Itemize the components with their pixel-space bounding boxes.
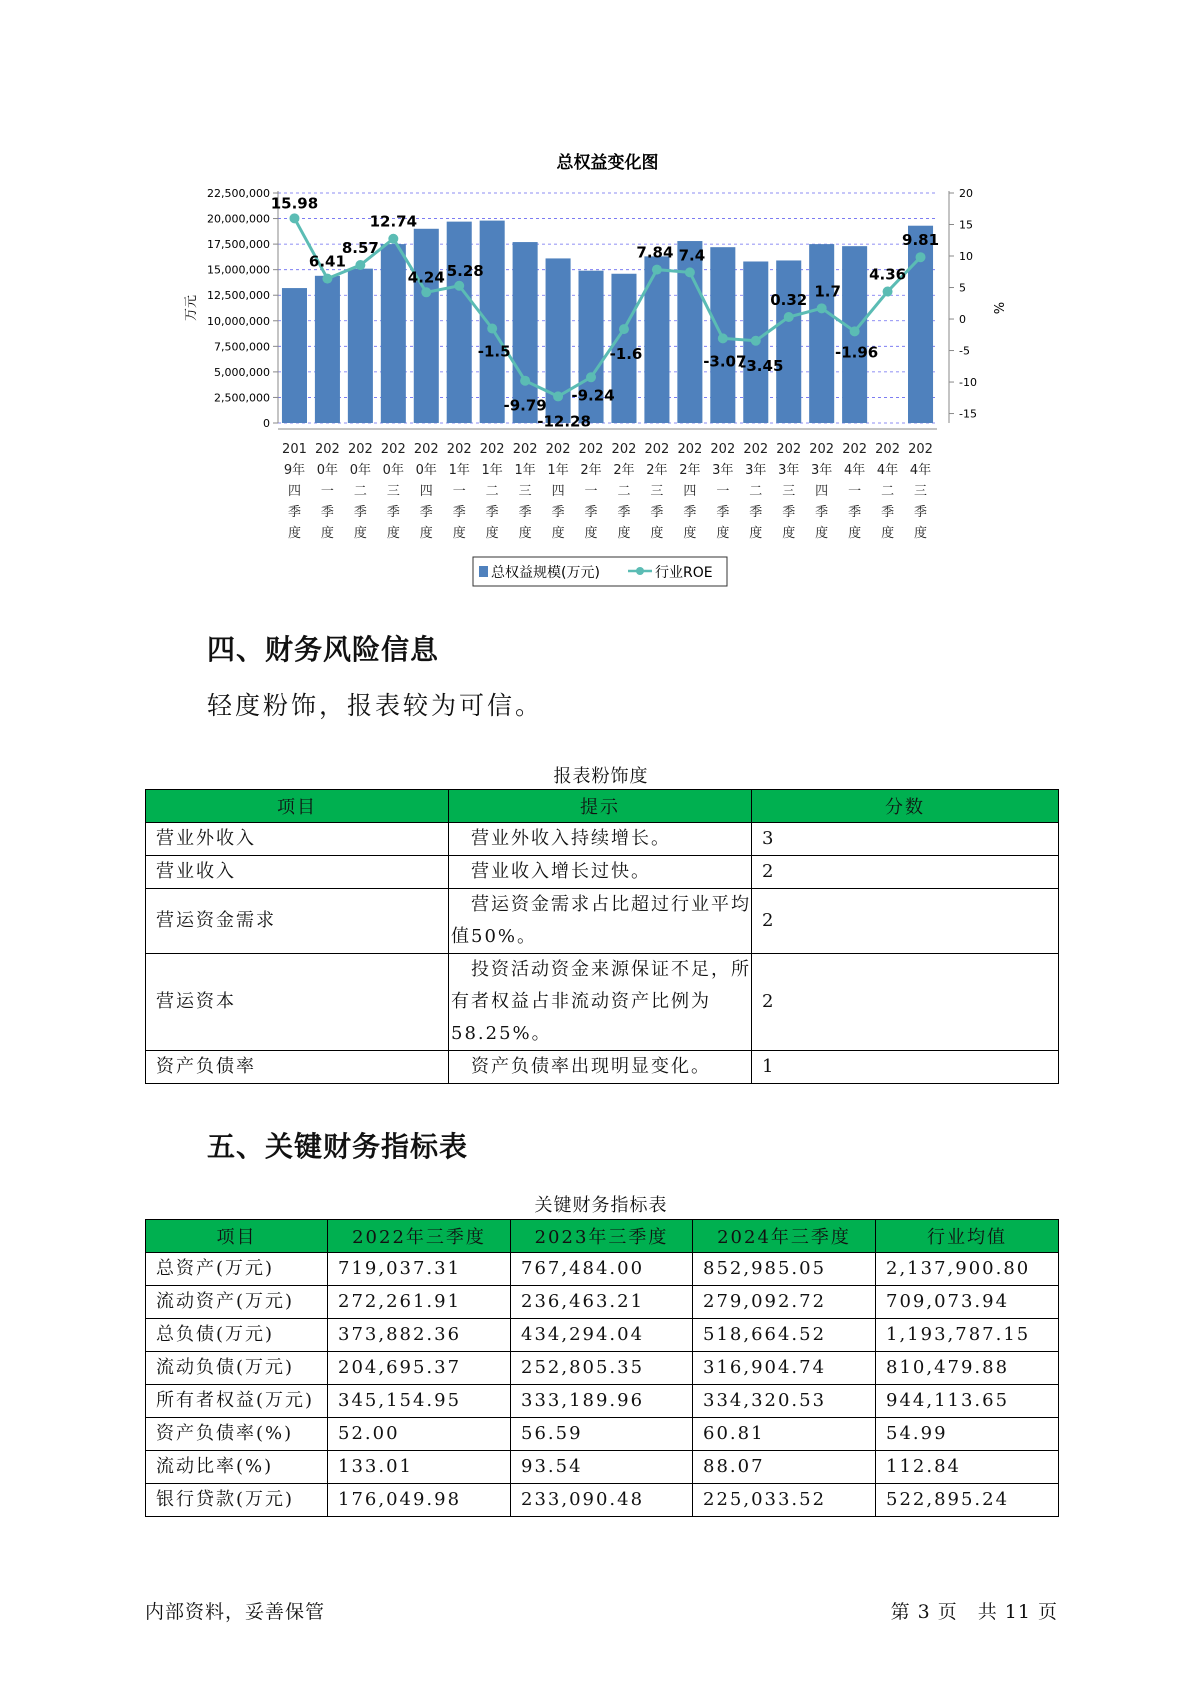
roe-data-label: 4.36 (869, 265, 907, 284)
indicator-value-cell: 1,193,787.15 (876, 1319, 1059, 1352)
indicator-value-cell: 133.01 (328, 1451, 511, 1484)
right-tick-label: 15 (959, 218, 973, 232)
x-tick-label: 202 3年二季度 (743, 442, 769, 541)
item-cell: 资产负债率 (146, 1051, 449, 1084)
roe-point (388, 234, 398, 244)
x-tick-label: 202 3年一季度 (710, 442, 736, 541)
header-cell: 行业均值 (876, 1220, 1059, 1253)
roe-data-label: 8.57 (341, 239, 379, 258)
right-tick-label: 10 (959, 250, 973, 264)
roe-point (454, 281, 464, 291)
x-tick-label: 202 0年四季度 (413, 442, 439, 541)
indicator-value-cell: 719,037.31 (328, 1253, 511, 1286)
chart-title: 总权益变化图 (556, 153, 659, 173)
indicator-value-cell: 204,695.37 (328, 1352, 511, 1385)
x-tick-label: 202 2年一季度 (578, 442, 604, 541)
indicator-value-cell: 233,090.48 (511, 1484, 693, 1517)
section4-summary: 轻度粉饰，报表较为可信。 (207, 691, 544, 720)
table-row (146, 1418, 1059, 1451)
indicator-value-cell: 333,189.96 (511, 1385, 693, 1418)
table-row (146, 1484, 1059, 1517)
indicator-value-cell: 176,049.98 (328, 1484, 511, 1517)
roe-point (520, 376, 530, 386)
indicator-value-cell: 522,895.24 (876, 1484, 1059, 1517)
indicator-value-cell: 944,113.65 (876, 1385, 1059, 1418)
roe-data-label: -1.5 (477, 342, 511, 361)
roe-data-label: -9.79 (503, 396, 547, 415)
item-cell: 营业外收入 (146, 823, 449, 856)
roe-data-label: -1.6 (609, 345, 643, 364)
roe-data-label: 1.7 (814, 282, 841, 301)
tip-cell: 营业外收入持续增长。 (449, 823, 752, 856)
roe-point (421, 287, 431, 297)
roe-point (355, 260, 365, 270)
roe-point (883, 287, 893, 297)
roe-data-label: 0.32 (770, 291, 808, 310)
whitewash-table (145, 789, 1059, 1084)
left-tick-label: 15,000,000 (207, 263, 270, 277)
roe-data-label: -3.45 (740, 356, 784, 375)
x-tick-label: 201 9年四季度 (282, 442, 307, 541)
table-row (146, 1051, 1059, 1084)
table-row (146, 954, 1059, 1051)
roe-point (718, 333, 728, 343)
bar (809, 244, 834, 423)
item-cell: 营运资本 (146, 954, 449, 1051)
tip-cell: 资产负债率出现明显变化。 (449, 1051, 752, 1084)
legend-bar-label: 总权益规模(万元) (491, 565, 600, 581)
right-tick-label: -10 (959, 376, 977, 390)
left-tick-label: 10,000,000 (207, 314, 270, 328)
indicator-name-cell: 银行贷款(万元) (146, 1484, 328, 1517)
indicator-value-cell: 52.00 (328, 1418, 511, 1451)
table-row (146, 1352, 1059, 1385)
indicator-value-cell: 56.59 (511, 1418, 693, 1451)
section5-heading: 五、关键财务指标表 (207, 1130, 469, 1163)
table-row (146, 1451, 1059, 1484)
table-row (146, 889, 1059, 954)
roe-data-label: -9.24 (571, 386, 615, 405)
header-cell: 2024年三季度 (693, 1220, 876, 1253)
right-tick-label: 0 (959, 313, 966, 327)
indicator-value-cell: 373,882.36 (328, 1319, 511, 1352)
indicator-value-cell: 518,664.52 (693, 1319, 876, 1352)
tip-cell: 营运资金需求占比超过行业平均值50%。 (449, 889, 752, 954)
indicator-table (145, 1219, 1059, 1517)
roe-data-label: -12.28 (537, 412, 591, 431)
indicator-value-cell: 434,294.04 (511, 1319, 693, 1352)
indicator-value-cell: 279,092.72 (693, 1286, 876, 1319)
roe-point (916, 252, 926, 262)
indicator-value-cell: 767,484.00 (511, 1253, 693, 1286)
roe-data-label: 7.4 (678, 246, 706, 265)
footer-page-number: 第 3 页 共 11 页 (890, 1601, 1058, 1623)
x-tick-label: 202 3年三季度 (776, 442, 802, 541)
tip-cell: 投资活动资金来源保证不足，所有者权益占非流动资产比例为58.25%。 (449, 954, 752, 1051)
right-axis-label: % (990, 301, 1005, 315)
indicator-table-caption: 关键财务指标表 (534, 1195, 668, 1216)
bar (480, 221, 505, 423)
score-cell: 2 (752, 889, 1059, 954)
right-tick-label: 20 (959, 187, 973, 200)
roe-point (685, 267, 695, 277)
table-row (146, 1319, 1059, 1352)
x-tick-label: 202 1年三季度 (512, 442, 538, 541)
left-axis-label: 万元 (184, 294, 199, 322)
x-tick-label: 202 4年三季度 (908, 442, 933, 541)
roe-point (289, 213, 299, 223)
indicator-name-cell: 资产负债率(%) (146, 1418, 328, 1451)
bar (282, 288, 307, 423)
indicator-value-cell: 810,479.88 (876, 1352, 1059, 1385)
indicator-value-cell: 2,137,900.80 (876, 1253, 1059, 1286)
roe-data-label: 5.28 (446, 261, 484, 280)
header-cell: 项目 (146, 1220, 328, 1253)
roe-point (850, 326, 860, 336)
score-cell: 2 (752, 954, 1059, 1051)
indicator-header-row (146, 1220, 1059, 1253)
indicator-value-cell: 252,805.35 (511, 1352, 693, 1385)
roe-point (586, 372, 596, 382)
x-tick-label: 202 2年二季度 (611, 442, 637, 541)
left-tick-label: 20,000,000 (207, 212, 270, 226)
indicator-value-cell: 316,904.74 (693, 1352, 876, 1385)
roe-point (652, 265, 662, 275)
whitewash-table-caption: 报表粉饰度 (553, 766, 649, 787)
bar (447, 222, 472, 423)
indicator-value-cell: 272,261.91 (328, 1286, 511, 1319)
x-tick-label: 202 2年四季度 (677, 442, 703, 541)
roe-data-label: 9.81 (902, 231, 940, 250)
section4-heading: 四、财务风险信息 (207, 633, 440, 666)
bar (348, 269, 373, 423)
indicator-name-cell: 总资产(万元) (146, 1253, 328, 1286)
header-cell: 提示 (449, 790, 752, 823)
x-tick-label: 202 4年二季度 (875, 442, 900, 541)
table-row (146, 856, 1059, 889)
footer-confidential: 内部资料，妥善保管 (145, 1601, 326, 1623)
roe-data-label: 12.74 (369, 212, 418, 231)
indicator-name-cell: 所有者权益(万元) (146, 1385, 328, 1418)
x-tick-label: 202 0年二季度 (347, 442, 373, 541)
x-tick-label: 202 4年一季度 (842, 442, 868, 541)
indicator-value-cell: 334,320.53 (693, 1385, 876, 1418)
left-tick-label: 2,500,000 (214, 391, 270, 405)
indicator-value-cell: 88.07 (693, 1451, 876, 1484)
indicator-value-cell: 54.99 (876, 1418, 1059, 1451)
right-tick-label: -5 (959, 344, 970, 358)
indicator-name-cell: 总负债(万元) (146, 1319, 328, 1352)
roe-point (817, 303, 827, 313)
roe-point (553, 391, 563, 401)
roe-data-label: -3.07 (703, 352, 747, 371)
indicator-value-cell: 60.81 (693, 1418, 876, 1451)
left-tick-label: 5,000,000 (214, 365, 270, 379)
roe-point (751, 336, 761, 346)
x-tick-label: 202 1年四季度 (545, 442, 571, 541)
indicator-value-cell: 93.54 (511, 1451, 693, 1484)
table-row (146, 823, 1059, 856)
score-cell: 1 (752, 1051, 1059, 1084)
indicator-value-cell: 709,073.94 (876, 1286, 1059, 1319)
legend-line-label: 行业ROE (655, 565, 713, 581)
x-tick-label: 202 0年一季度 (315, 442, 340, 541)
score-cell: 3 (752, 823, 1059, 856)
left-tick-label: 17,500,000 (207, 238, 270, 252)
roe-data-label: 6.41 (308, 252, 346, 271)
x-tick-label: 202 0年三季度 (380, 442, 406, 541)
indicator-value-cell: 112.84 (876, 1451, 1059, 1484)
item-cell: 营运资金需求 (146, 889, 449, 954)
roe-point (322, 274, 332, 284)
right-tick-label: 5 (959, 281, 966, 295)
score-cell: 2 (752, 856, 1059, 889)
table-row (146, 1286, 1059, 1319)
left-tick-label: 7,500,000 (214, 340, 270, 354)
roe-point (487, 323, 497, 333)
indicator-name-cell: 流动资产(万元) (146, 1286, 328, 1319)
x-tick-label: 202 3年四季度 (809, 442, 835, 541)
header-cell: 2022年三季度 (328, 1220, 511, 1253)
bar (776, 260, 801, 423)
header-cell: 项目 (146, 790, 449, 823)
indicator-value-cell: 225,033.52 (693, 1484, 876, 1517)
header-cell: 2023年三季度 (511, 1220, 693, 1253)
roe-data-label: 7.84 (636, 243, 674, 262)
roe-point (784, 312, 794, 322)
left-tick-label: 22,500,000 (207, 187, 270, 200)
bar (381, 244, 406, 423)
bar (315, 276, 340, 423)
indicator-value-cell: 236,463.21 (511, 1286, 693, 1319)
whitewash-header-row (146, 790, 1059, 823)
bar (414, 229, 439, 423)
x-tick-label: 202 2年三季度 (644, 442, 670, 541)
x-tick-label: 202 1年二季度 (479, 442, 505, 541)
item-cell: 营业收入 (146, 856, 449, 889)
indicator-name-cell: 流动负债(万元) (146, 1352, 328, 1385)
legend-bar-swatch (479, 566, 488, 577)
bar (644, 256, 669, 423)
indicator-value-cell: 345,154.95 (328, 1385, 511, 1418)
left-tick-label: 0 (263, 417, 270, 430)
roe-point (619, 324, 629, 334)
equity-change-chart (0, 0, 1191, 600)
right-tick-label: -15 (959, 407, 977, 421)
indicator-name-cell: 流动比率(%) (146, 1451, 328, 1484)
x-tick-label: 202 1年一季度 (446, 442, 472, 541)
roe-data-label: 4.24 (407, 268, 445, 287)
left-tick-label: 12,500,000 (207, 289, 270, 303)
table-row (146, 1253, 1059, 1286)
header-cell: 分数 (752, 790, 1059, 823)
tip-cell: 营业收入增长过快。 (449, 856, 752, 889)
legend-line-marker (636, 567, 644, 575)
roe-data-label: -1.96 (835, 343, 879, 362)
roe-data-label: 15.98 (270, 194, 319, 213)
table-row (146, 1385, 1059, 1418)
indicator-value-cell: 852,985.05 (693, 1253, 876, 1286)
